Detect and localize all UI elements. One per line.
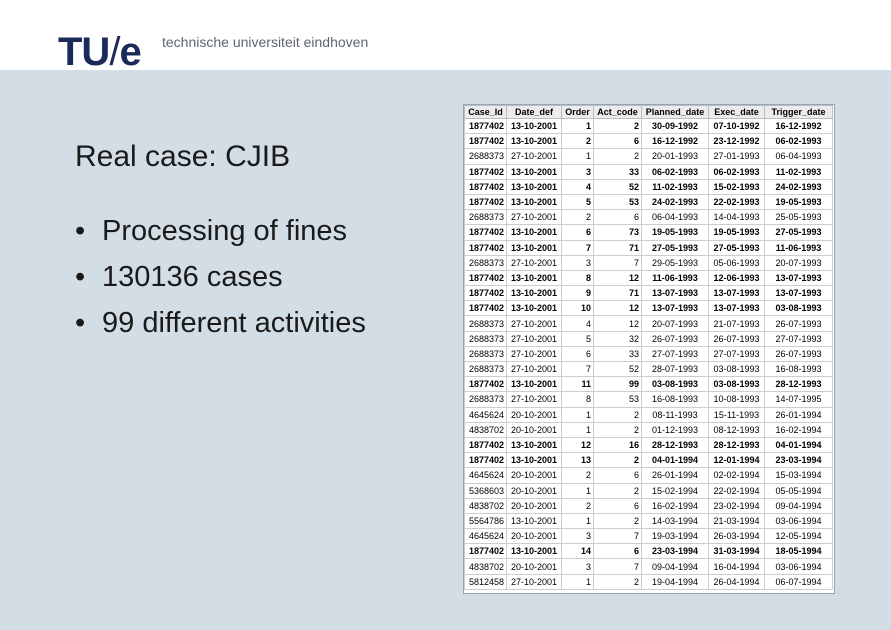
table-cell: 28-12-1993 [642, 437, 709, 452]
table-cell: 2 [562, 498, 594, 513]
table-cell: 05-06-1993 [709, 255, 765, 270]
slide-title: Real case: CJIB [75, 140, 291, 173]
table-row [465, 316, 833, 331]
table-cell: 04-01-1994 [642, 453, 709, 468]
table-cell: 27-07-1993 [765, 331, 833, 346]
table-cell: 6 [594, 544, 642, 559]
table-cell: 19-05-1993 [642, 225, 709, 240]
table-row [465, 286, 833, 301]
table-cell: 09-04-1994 [642, 559, 709, 574]
table-row [465, 210, 833, 225]
table-cell: 13-10-2001 [507, 225, 562, 240]
table-cell: 3 [562, 559, 594, 574]
table-cell: 05-05-1994 [765, 483, 833, 498]
table-cell: 53 [594, 194, 642, 209]
table-cell: 4645624 [465, 468, 507, 483]
table-cell: 26-04-1994 [709, 574, 765, 589]
table-cell: 19-05-1993 [765, 194, 833, 209]
table-cell: 11-02-1993 [765, 164, 833, 179]
table-cell: 24-02-1993 [642, 194, 709, 209]
column-header: Date_def [507, 106, 562, 119]
table-body [465, 119, 833, 590]
table-cell: 27-10-2001 [507, 362, 562, 377]
table-cell: 29-05-1993 [642, 255, 709, 270]
table-cell: 1877402 [465, 377, 507, 392]
table-cell: 28-12-1993 [709, 437, 765, 452]
table-cell: 01-12-1993 [642, 422, 709, 437]
table-row [465, 149, 833, 164]
table-cell: 16-08-1993 [765, 362, 833, 377]
table-cell: 12 [594, 270, 642, 285]
table-cell: 2688373 [465, 316, 507, 331]
table-cell: 7 [562, 240, 594, 255]
table-cell: 7 [594, 529, 642, 544]
table-cell: 2 [594, 453, 642, 468]
table-cell: 27-05-1993 [709, 240, 765, 255]
table-cell: 12-05-1994 [765, 529, 833, 544]
table-cell: 14 [562, 544, 594, 559]
table-cell: 12 [562, 437, 594, 452]
table-row [465, 483, 833, 498]
table-cell: 22-02-1994 [709, 483, 765, 498]
table-cell: 9 [562, 286, 594, 301]
table-cell: 6 [594, 134, 642, 149]
table-cell: 16-08-1993 [642, 392, 709, 407]
column-header: Planned_date [642, 106, 709, 119]
table-cell: 5564786 [465, 513, 507, 528]
table-header-row [465, 106, 833, 119]
table-cell: 2 [594, 422, 642, 437]
table-cell: 1877402 [465, 194, 507, 209]
table-cell: 27-10-2001 [507, 346, 562, 361]
table-cell: 27-10-2001 [507, 331, 562, 346]
table-row [465, 574, 833, 589]
table-row [465, 437, 833, 452]
table-cell: 12 [594, 301, 642, 316]
table-cell: 30-09-1992 [642, 119, 709, 134]
table-cell: 13-10-2001 [507, 453, 562, 468]
table-cell: 03-08-1993 [642, 377, 709, 392]
table-cell: 16-02-1994 [765, 422, 833, 437]
bullet-dot-icon: • [75, 307, 86, 339]
table-cell: 4645624 [465, 407, 507, 422]
table-cell: 13-10-2001 [507, 240, 562, 255]
table-cell: 33 [594, 346, 642, 361]
table-cell: 25-05-1993 [765, 210, 833, 225]
table-cell: 26-07-1993 [709, 331, 765, 346]
table-cell: 4 [562, 316, 594, 331]
bullet-text: 130136 cases [102, 261, 283, 293]
table-cell: 06-02-1993 [765, 134, 833, 149]
table-cell: 03-08-1993 [709, 362, 765, 377]
table-cell: 27-10-2001 [507, 255, 562, 270]
table-row [465, 119, 833, 134]
table-cell: 26-07-1993 [642, 331, 709, 346]
table-cell: 03-06-1994 [765, 513, 833, 528]
table-cell: 21-07-1993 [709, 316, 765, 331]
table-cell: 2 [594, 119, 642, 134]
table-cell: 27-10-2001 [507, 574, 562, 589]
column-header: Order [562, 106, 594, 119]
table-cell: 33 [594, 164, 642, 179]
table-cell: 22-02-1993 [709, 194, 765, 209]
table-cell: 1877402 [465, 270, 507, 285]
table-cell: 1877402 [465, 240, 507, 255]
table-cell: 71 [594, 286, 642, 301]
table-cell: 20-10-2001 [507, 468, 562, 483]
table-cell: 1877402 [465, 301, 507, 316]
logo-suffix: e [119, 30, 141, 74]
logo-slash: / [109, 30, 120, 74]
table-row [465, 362, 833, 377]
table-cell: 23-02-1994 [709, 498, 765, 513]
table-row [465, 346, 833, 361]
table-cell: 08-12-1993 [709, 422, 765, 437]
table-cell: 2688373 [465, 331, 507, 346]
table-cell: 03-08-1993 [765, 301, 833, 316]
table-cell: 20-10-2001 [507, 407, 562, 422]
table-cell: 26-07-1993 [765, 316, 833, 331]
bullet-dot-icon: • [75, 215, 86, 247]
table-cell: 21-03-1994 [709, 513, 765, 528]
table-cell: 18-05-1994 [765, 544, 833, 559]
event-log-table [464, 105, 833, 590]
table-cell: 24-02-1993 [765, 179, 833, 194]
table-cell: 10 [562, 301, 594, 316]
table-cell: 16-12-1992 [765, 119, 833, 134]
table-cell: 12-01-1994 [709, 453, 765, 468]
table-row [465, 392, 833, 407]
table-row [465, 179, 833, 194]
table-cell: 11-06-1993 [642, 270, 709, 285]
table-cell: 04-01-1994 [765, 437, 833, 452]
table-row [465, 270, 833, 285]
table-cell: 15-11-1993 [709, 407, 765, 422]
bullet-dot-icon: • [75, 261, 86, 293]
table-cell: 6 [594, 210, 642, 225]
table-cell: 6 [594, 498, 642, 513]
table-cell: 26-07-1993 [765, 346, 833, 361]
table-cell: 20-10-2001 [507, 483, 562, 498]
bullet-item [75, 300, 366, 346]
table-cell: 11-02-1993 [642, 179, 709, 194]
table-cell: 1 [562, 119, 594, 134]
table-cell: 16-02-1994 [642, 498, 709, 513]
table-cell: 1877402 [465, 164, 507, 179]
table-cell: 23-12-1992 [709, 134, 765, 149]
table-cell: 6 [594, 468, 642, 483]
table-cell: 26-01-1994 [642, 468, 709, 483]
table-cell: 13-10-2001 [507, 119, 562, 134]
table-row [465, 407, 833, 422]
column-header: Exec_date [709, 106, 765, 119]
table-cell: 13-10-2001 [507, 194, 562, 209]
table-cell: 5 [562, 331, 594, 346]
table-cell: 15-03-1994 [765, 468, 833, 483]
table-cell: 13-10-2001 [507, 437, 562, 452]
table-cell: 12-06-1993 [709, 270, 765, 285]
table-cell: 1 [562, 574, 594, 589]
column-header: Act_code [594, 106, 642, 119]
table-cell: 2 [594, 483, 642, 498]
bullet-list [75, 208, 366, 346]
table-cell: 1 [562, 422, 594, 437]
table-cell: 09-04-1994 [765, 498, 833, 513]
bullet-text: 99 different activities [102, 307, 366, 339]
table-cell: 3 [562, 164, 594, 179]
table-cell: 20-10-2001 [507, 498, 562, 513]
table-cell: 2 [594, 513, 642, 528]
table-cell: 06-04-1993 [642, 210, 709, 225]
column-header: Case_Id [465, 106, 507, 119]
table-cell: 5812458 [465, 574, 507, 589]
table-row [465, 377, 833, 392]
table-cell: 1877402 [465, 544, 507, 559]
table-cell: 27-05-1993 [765, 225, 833, 240]
table-cell: 13-10-2001 [507, 286, 562, 301]
table-cell: 8 [562, 392, 594, 407]
table-cell: 14-07-1995 [765, 392, 833, 407]
table-cell: 23-03-1994 [642, 544, 709, 559]
table-cell: 28-07-1993 [642, 362, 709, 377]
table-cell: 13-07-1993 [765, 286, 833, 301]
table-cell: 19-03-1994 [642, 529, 709, 544]
table-cell: 13-10-2001 [507, 134, 562, 149]
table-row [465, 301, 833, 316]
table-cell: 13-07-1993 [765, 270, 833, 285]
table-row [465, 453, 833, 468]
table-cell: 20-01-1993 [642, 149, 709, 164]
table-cell: 27-10-2001 [507, 149, 562, 164]
table-cell: 52 [594, 362, 642, 377]
table-row [465, 134, 833, 149]
table-cell: 27-07-1993 [642, 346, 709, 361]
table-cell: 2688373 [465, 255, 507, 270]
table-row [465, 468, 833, 483]
table-cell: 20-10-2001 [507, 422, 562, 437]
table-cell: 15-02-1993 [709, 179, 765, 194]
table-cell: 14-03-1994 [642, 513, 709, 528]
bullet-item [75, 208, 366, 254]
table-cell: 06-02-1993 [642, 164, 709, 179]
table-cell: 19-04-1994 [642, 574, 709, 589]
table-cell: 1877402 [465, 134, 507, 149]
table-row [465, 544, 833, 559]
table-row [465, 255, 833, 270]
table-cell: 13-07-1993 [709, 301, 765, 316]
table-cell: 27-10-2001 [507, 210, 562, 225]
table-cell: 2 [562, 468, 594, 483]
table-cell: 1877402 [465, 119, 507, 134]
table-cell: 06-04-1993 [765, 149, 833, 164]
table-row [465, 422, 833, 437]
table-cell: 20-07-1993 [642, 316, 709, 331]
table-cell: 13-10-2001 [507, 179, 562, 194]
table-cell: 13-07-1993 [642, 286, 709, 301]
table-cell: 15-02-1994 [642, 483, 709, 498]
table-cell: 13-07-1993 [709, 286, 765, 301]
table-cell: 28-12-1993 [765, 377, 833, 392]
table-cell: 5368603 [465, 483, 507, 498]
table-row [465, 513, 833, 528]
table-cell: 10-08-1993 [709, 392, 765, 407]
table-cell: 1 [562, 483, 594, 498]
table-row [465, 164, 833, 179]
table-cell: 3 [562, 529, 594, 544]
table-cell: 7 [562, 362, 594, 377]
table-cell: 16 [594, 437, 642, 452]
table-cell: 6 [562, 346, 594, 361]
table-cell: 7 [594, 559, 642, 574]
table-cell: 4838702 [465, 422, 507, 437]
table-cell: 1 [562, 513, 594, 528]
table-cell: 26-03-1994 [709, 529, 765, 544]
table-cell: 08-11-1993 [642, 407, 709, 422]
table-row [465, 194, 833, 209]
table-cell: 16-04-1994 [709, 559, 765, 574]
table-cell: 1877402 [465, 453, 507, 468]
table-cell: 1877402 [465, 225, 507, 240]
table-cell: 13-10-2001 [507, 164, 562, 179]
table-cell: 99 [594, 377, 642, 392]
table-cell: 26-01-1994 [765, 407, 833, 422]
table-cell: 73 [594, 225, 642, 240]
table-cell: 27-01-1993 [709, 149, 765, 164]
table-row [465, 559, 833, 574]
table-cell: 12 [594, 316, 642, 331]
table-cell: 19-05-1993 [709, 225, 765, 240]
table-cell: 13-10-2001 [507, 544, 562, 559]
table-cell: 53 [594, 392, 642, 407]
table-cell: 2 [594, 574, 642, 589]
table-cell: 31-03-1994 [709, 544, 765, 559]
table-row [465, 529, 833, 544]
table-cell: 1 [562, 407, 594, 422]
table-row [465, 331, 833, 346]
bullet-text: Processing of fines [102, 215, 348, 247]
table-cell: 16-12-1992 [642, 134, 709, 149]
table-cell: 2 [594, 407, 642, 422]
table-cell: 11-06-1993 [765, 240, 833, 255]
table-cell: 3 [562, 255, 594, 270]
header-bar [0, 0, 891, 74]
table-cell: 20-10-2001 [507, 529, 562, 544]
logo-mark [58, 32, 141, 72]
table-cell: 14-04-1993 [709, 210, 765, 225]
table-cell: 07-10-1992 [709, 119, 765, 134]
table-cell: 1877402 [465, 286, 507, 301]
table-cell: 5 [562, 194, 594, 209]
table-cell: 27-07-1993 [709, 346, 765, 361]
table-cell: 1 [562, 149, 594, 164]
event-log-table-container [463, 104, 835, 594]
table-cell: 2688373 [465, 149, 507, 164]
table-row [465, 498, 833, 513]
table-cell: 6 [562, 225, 594, 240]
table-cell: 27-10-2001 [507, 392, 562, 407]
table-cell: 27-10-2001 [507, 316, 562, 331]
table-cell: 20-10-2001 [507, 559, 562, 574]
table-cell: 2 [594, 149, 642, 164]
table-cell: 03-08-1993 [709, 377, 765, 392]
table-cell: 13 [562, 453, 594, 468]
logo-tagline: technische universiteit eindhoven [162, 34, 369, 50]
table-cell: 13-10-2001 [507, 301, 562, 316]
table-cell: 4838702 [465, 498, 507, 513]
table-cell: 1877402 [465, 179, 507, 194]
table-row [465, 240, 833, 255]
table-cell: 4838702 [465, 559, 507, 574]
table-cell: 7 [594, 255, 642, 270]
table-cell: 1877402 [465, 437, 507, 452]
table-cell: 2688373 [465, 346, 507, 361]
table-cell: 13-10-2001 [507, 513, 562, 528]
table-cell: 8 [562, 270, 594, 285]
column-header: Trigger_date [765, 106, 833, 119]
table-cell: 03-06-1994 [765, 559, 833, 574]
table-cell: 02-02-1994 [709, 468, 765, 483]
table-cell: 06-07-1994 [765, 574, 833, 589]
table-cell: 20-07-1993 [765, 255, 833, 270]
table-cell: 2688373 [465, 392, 507, 407]
bullet-item [75, 254, 366, 300]
table-cell: 2688373 [465, 362, 507, 377]
table-cell: 4645624 [465, 529, 507, 544]
table-cell: 13-10-2001 [507, 270, 562, 285]
table-cell: 4 [562, 179, 594, 194]
table-cell: 13-10-2001 [507, 377, 562, 392]
table-cell: 06-02-1993 [709, 164, 765, 179]
table-cell: 27-05-1993 [642, 240, 709, 255]
table-cell: 32 [594, 331, 642, 346]
table-cell: 2 [562, 134, 594, 149]
table-cell: 2688373 [465, 210, 507, 225]
table-cell: 2 [562, 210, 594, 225]
table-cell: 23-03-1994 [765, 453, 833, 468]
table-row [465, 225, 833, 240]
table-cell: 71 [594, 240, 642, 255]
table-cell: 11 [562, 377, 594, 392]
table-cell: 13-07-1993 [642, 301, 709, 316]
table-cell: 52 [594, 179, 642, 194]
logo-prefix: TU [58, 30, 110, 74]
